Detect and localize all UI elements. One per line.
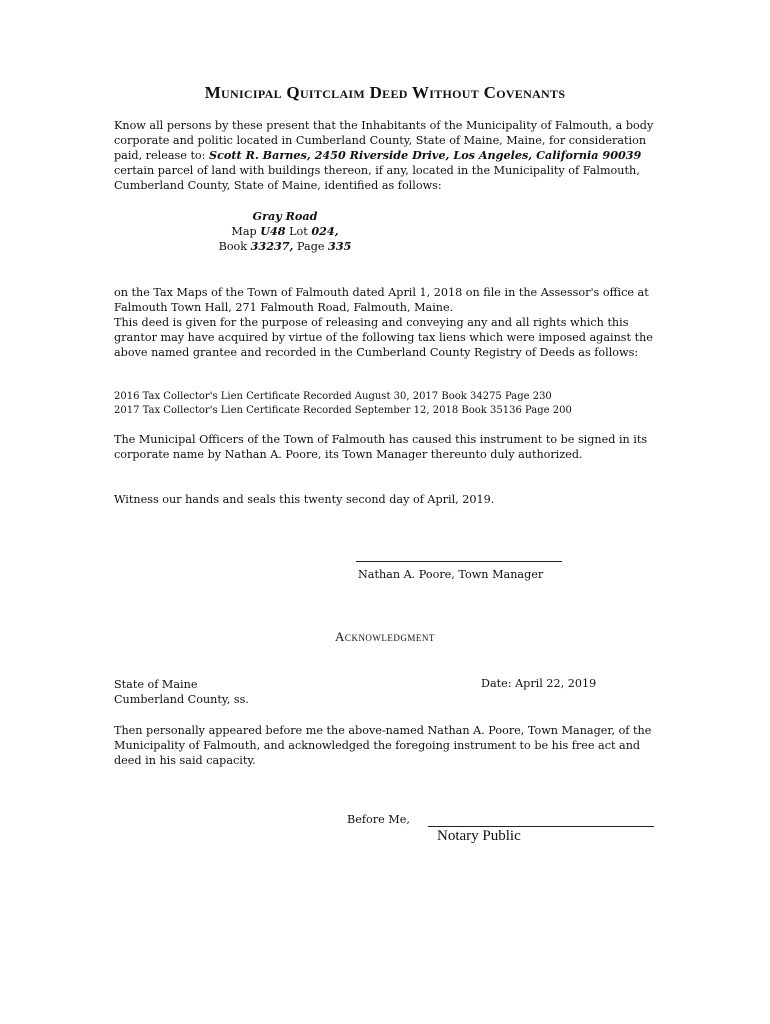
page-label: Page [293, 240, 329, 253]
signatory-name: Nathan A. Poore, Town Manager [358, 568, 544, 581]
purpose-text: This deed is given for the purpose of releasing and conveying any and all rights which this grantor may have acquired by virtue of the following tax liens which were imposed against the above named grantee and recorded in the Cumberland County Registry of Deeds as follows: [114, 316, 653, 359]
before-me-label: Before Me, [347, 813, 410, 826]
property-map-lot [0, 224, 570, 239]
property-book-page [0, 239, 570, 254]
grantee: Scott R. Barnes, 2450 Riverside Drive, Los Angeles, California 90039 [209, 148, 642, 162]
acknowledgment-heading: Acknowledgment [335, 629, 435, 644]
venue-county: Cumberland County, ss. [114, 693, 249, 706]
map-label: Map [231, 225, 261, 238]
officers-paragraph: The Municipal Officers of the Town of Falmouth has caused this instrument to be signed in its corporate name by Nathan A. Poore, its Town Manager thereunto duly authorized. [114, 433, 648, 461]
venue-state: State of Maine [114, 678, 198, 691]
notary-label: Notary Public [437, 828, 521, 844]
appeared-paragraph: Then personally appeared before me the above-named Nathan A. Poore, Town Manager, of the Municipality of Falmouth, and acknowledged the foregoing instrument to be his free act and deed in his said capacity. [114, 724, 652, 767]
intro-paragraph [114, 118, 659, 193]
intro-text-before: Know all persons by these present that the Inhabitants of the Municipality of Falmouth, a body corporate and politic located in Cumberland County, State of Maine, Maine, for consideration paid, release to: [114, 119, 654, 162]
lot-label: Lot [285, 225, 312, 238]
book-value: 33237, [250, 239, 294, 253]
map-value: U48 [260, 224, 286, 238]
book-label: Book [218, 240, 251, 253]
property-road: Gray Road [252, 209, 318, 223]
page-value: 335 [328, 239, 352, 253]
intro-text-after: certain parcel of land with buildings thereon, if any, located in the Municipality of Falmouth, Cumberland County, State of Maine, identified as follows: [114, 164, 640, 192]
document-title: Municipal Quitclaim Deed Without Covenants [204, 83, 566, 102]
witness-paragraph: Witness our hands and seals this twenty second day of April, 2019. [114, 493, 495, 506]
tax-maps-paragraph [114, 285, 659, 360]
notary-signature-line [428, 825, 654, 827]
lien-item: 2016 Tax Collector's Lien Certificate Recorded August 30, 2017 Book 34275 Page 230 [114, 391, 552, 402]
tax-maps-text: on the Tax Maps of the Town of Falmouth dated April 1, 2018 on file in the Assessor's office at Falmouth Town Hall, 271 Falmouth Road, Falmouth, Maine. [114, 286, 649, 314]
signature-line [356, 560, 562, 562]
lien-item: 2017 Tax Collector's Lien Certificate Recorded September 12, 2018 Book 35136 Page 200 [114, 405, 572, 416]
lot-value: 024, [311, 224, 339, 238]
property-description [0, 209, 570, 254]
liens-list [114, 390, 674, 418]
acknowledgment-date: Date: April 22, 2019 [481, 677, 597, 690]
